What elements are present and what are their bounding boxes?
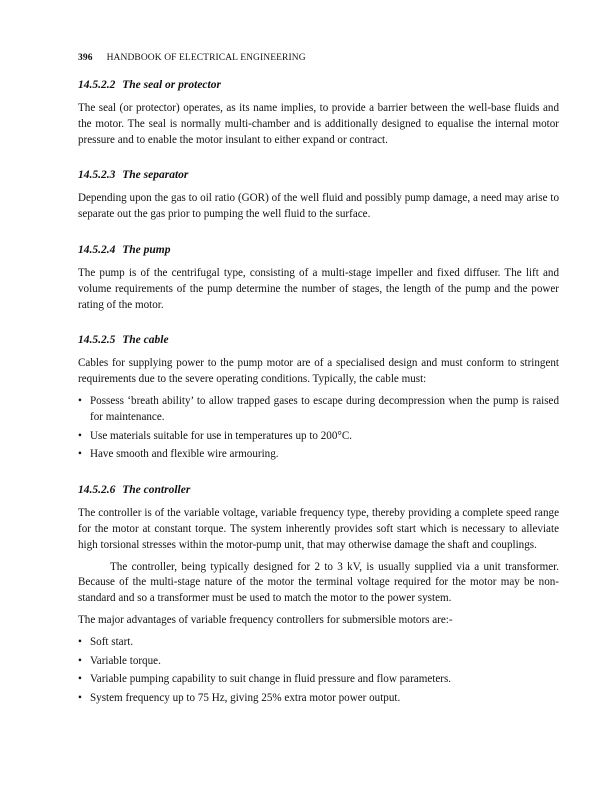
section-title: The cable — [122, 334, 169, 347]
bullet-icon: • — [78, 429, 82, 442]
section-number: 14.5.2.4 — [78, 243, 116, 256]
list-item: • Have smooth and flexible wire armouring. — [78, 447, 559, 463]
bullet-icon: • — [78, 654, 82, 667]
list-item: • Variable pumping capability to suit change in fluid pressure and flow parameters. — [78, 672, 559, 688]
section-title: The controller — [122, 484, 191, 497]
section-seal — [78, 78, 559, 148]
section-title: The pump — [122, 243, 171, 256]
paragraph: The seal (or protector) operates, as its name implies, to provide a barrier between the well-base fluids and the motor. The seal is normally multi-chamber and is additionally designed to equalise the internal motor pressure and to enable the motor insulant to either expand or contract. — [78, 102, 559, 146]
paragraph: The major advantages of variable frequency controllers for submersible motors are:- — [78, 613, 453, 626]
section-number: 14.5.2.3 — [78, 169, 116, 182]
paragraph: The controller is of the variable voltage, variable frequency type, thereby providing a complete speed range for the motor at constant torque. The system inherently provides soft start which is necessary to alleviate high torsional stresses within the motor-pump unit, that may otherwise damage the shaft and couplings. — [78, 507, 559, 551]
bullet-icon: • — [78, 448, 82, 461]
list-item: • Use materials suitable for use in temperatures up to 200°C. — [78, 429, 559, 445]
list-item: • Variable torque. — [78, 654, 559, 670]
section-title: The seal or protector — [122, 79, 221, 91]
section-controller — [78, 483, 559, 707]
section-number: 14.5.2.5 — [78, 334, 116, 347]
section-separator — [78, 168, 559, 223]
section-heading — [78, 333, 559, 347]
list-item: • Possess ‘breath ability’ to allow trapped gases to escape during decompression when the pump is raised for maintenance. — [78, 394, 559, 423]
bullet-icon: • — [78, 692, 82, 705]
list-item: • Soft start. — [78, 635, 559, 651]
page-number: 396 — [78, 53, 93, 63]
list-item: • System frequency up to 75 Hz, giving 25% extra motor power output. — [78, 691, 559, 707]
section-heading — [78, 168, 559, 182]
paragraph: The controller, being typically designed for 2 to 3 kV, is usually supplied via a unit transformer. Because of the multi-stage nature of the motor the terminal voltage required for the motor may be non-standard and so a transformer must be used to match the motor to the power system. — [78, 560, 559, 605]
section-number: 14.5.2.2 — [78, 79, 116, 91]
section-heading — [78, 243, 559, 257]
bullet-icon: • — [78, 635, 82, 648]
running-header — [78, 53, 559, 63]
paragraph: Depending upon the gas to oil ratio (GOR) of the well fluid and possibly pump damage, a need may arise to separate out the gas prior to pumping the well fluid to the surface. — [78, 192, 559, 221]
section-title: The separator — [122, 169, 189, 182]
bullet-list — [78, 635, 559, 707]
paragraph: The pump is of the centrifugal type, consisting of a multi-stage impeller and fixed diffuser. The lift and volume requirements of the pump determine the number of stages, the length of the pump and the power rating of the motor. — [78, 266, 559, 311]
section-cable — [78, 333, 559, 463]
book-title: HANDBOOK OF ELECTRICAL ENGINEERING — [106, 53, 306, 63]
section-pump — [78, 243, 559, 313]
bullet-icon: • — [78, 394, 82, 407]
bullet-icon: • — [78, 673, 82, 686]
section-heading — [78, 483, 559, 497]
section-heading — [78, 78, 559, 92]
bullet-list — [78, 394, 559, 463]
section-number: 14.5.2.6 — [78, 484, 116, 497]
paragraph: Cables for supplying power to the pump motor are of a specialised design and must conform to stringent requirements due to the severe operating conditions. Typically, the cable must: — [78, 357, 559, 386]
